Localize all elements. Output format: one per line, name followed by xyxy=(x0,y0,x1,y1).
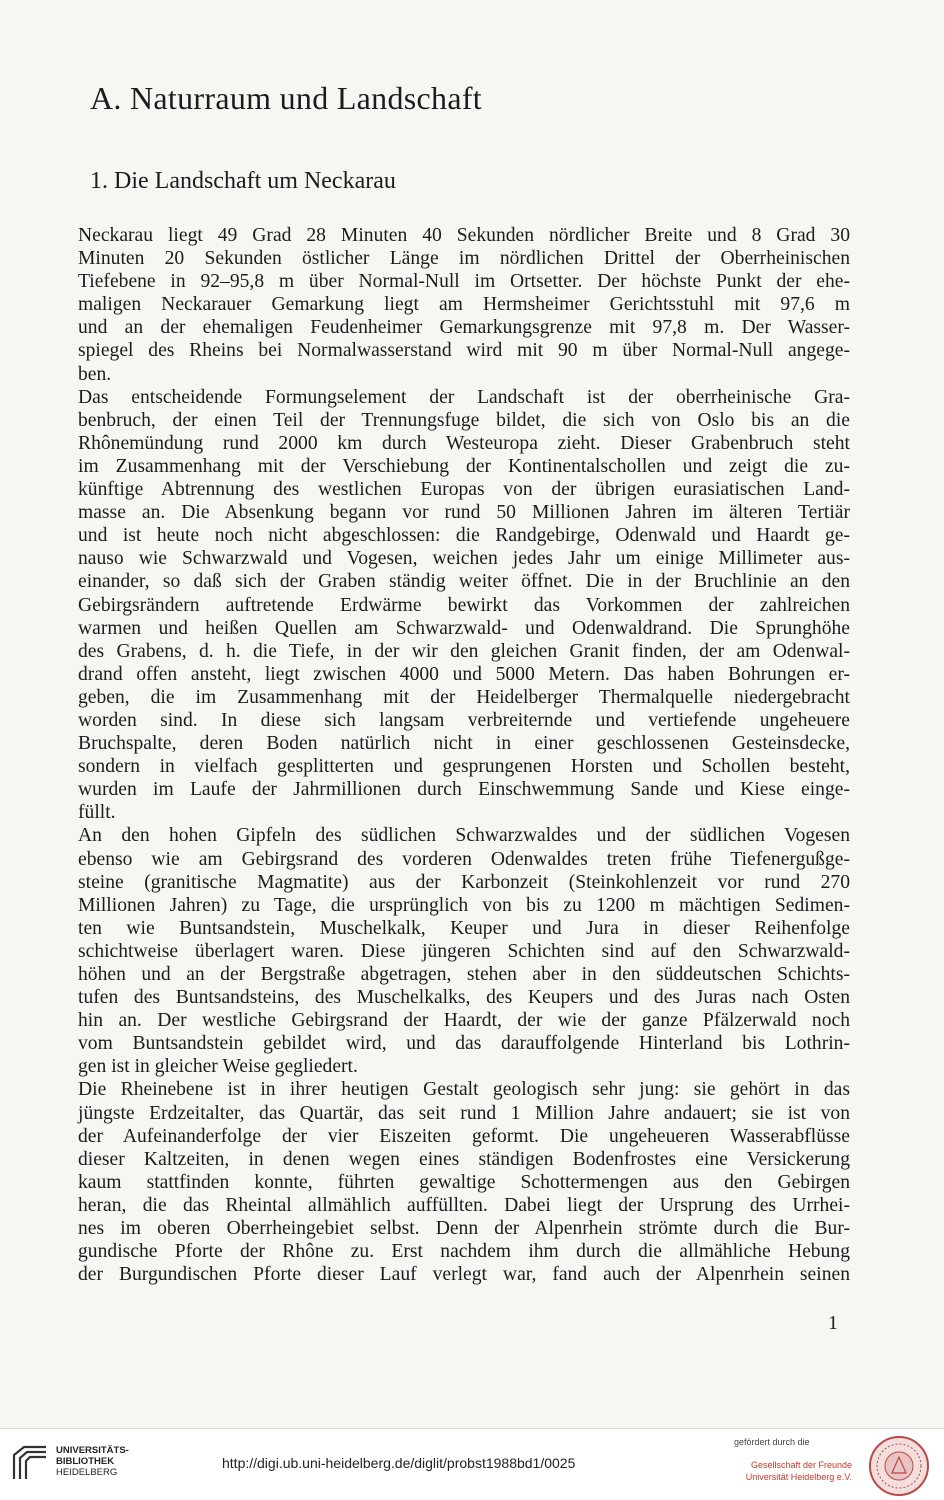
body-text xyxy=(78,224,850,1286)
library-name-line: HEIDELBERG xyxy=(56,1467,118,1478)
text-line: worden sind. In diese sich langsam verbreiternde und vertiefende ungeheuere xyxy=(78,709,850,731)
text-line: warmen und heißen Quellen am Schwarzwald- und Odenwaldrand. Die Sprunghöhe xyxy=(78,617,850,639)
text-line: steine (granitische Magmatite) aus der Karbonzeit (Steinkohlenzeit vor rund 270 xyxy=(78,871,850,893)
text-line: vom Buntsandstein gebildet wird, und das darauffolgende Hinterland bis Lothrin- xyxy=(78,1033,850,1055)
library-name-line: BIBLIOTHEK xyxy=(56,1456,115,1467)
text-line: Gebirgsrändern auftretende Erdwärme bewirkt das Vorkommen der zahlreichen xyxy=(78,594,850,616)
text-line: künftige Abtrennung des westlichen Europas von der übrigen eurasiatischen Land- xyxy=(78,479,850,501)
text-line: maligen Neckarauer Gemarkung liegt am Hermsheimer Gerichtsstuhl mit 97,6 m xyxy=(78,294,850,316)
text-line: einander, so daß sich der Graben ständig weiter öffnet. Die in der Bruchlinie an den xyxy=(78,571,850,593)
library-name-line: UNIVERSITÄTS- xyxy=(56,1445,129,1456)
text-line: höhen und an der Bergstraße abgetragen, stehen aber in den süddeutschen Schichts- xyxy=(78,964,850,985)
text-line: heran, die das Rheintal allmählich auffüllten. Dabei liegt der Ursprung des Urrhei- xyxy=(78,1194,850,1216)
text-line: Das entscheidende Formungselement der Landschaft ist der oberrheinische Gra- xyxy=(78,386,850,408)
text-line: im Zusammenhang mit der Verschiebung der Kontinentalschollen und zeigt die zu- xyxy=(78,455,850,477)
text-line: masse an. Die Absenkung begann vor rund 50 Millionen Jahren im älteren Tertiär xyxy=(78,502,850,524)
text-line: tufen des Buntsandsteins, des Muschelkalks, des Keupers und des Juras nach Osten xyxy=(78,987,850,1009)
chapter-title: A. Naturraum und Landschaft xyxy=(90,80,482,116)
text-line: jüngste Erdzeitalter, das Quartär, das seit rund 1 Million Jahre andauert; sie ist von xyxy=(78,1102,850,1124)
sponsor-name-line: Universität Heidelberg e.V. xyxy=(745,1472,852,1482)
text-line: An den hohen Gipfeln des südlichen Schwarzwaldes und der südlichen Vogesen xyxy=(78,825,850,847)
text-line: ebenso wie am Gebirgsrand des vorderen Odenwaldes treten frühe Tiefenergußge- xyxy=(78,848,850,870)
sponsor-name[interactable] xyxy=(730,1459,852,1483)
text-line: gen ist in gleicher Weise gegliedert. xyxy=(78,1056,358,1078)
text-line: schichtweise überlagert waren. Diese jüngeren Schichten sind auf den Schwarzwald- xyxy=(78,940,850,962)
text-line: kaum stattfinden konnte, führten gewaltige Schottermengen aus den Gebirgen xyxy=(78,1171,850,1193)
university-seal-icon[interactable] xyxy=(868,1435,930,1497)
text-line: geben, die im Zusammenhang mit der Heidelberger Thermalquelle niedergebracht xyxy=(78,686,850,708)
text-line: hin an. Der westliche Gebirgsrand der Haardt, der wie der ganze Pfälzerwald noch xyxy=(78,1010,850,1032)
text-line: nes im oberen Oberrheingebiet selbst. Denn der Alpenrhein strömte durch die Bur- xyxy=(78,1218,850,1240)
text-line: füllt. xyxy=(78,802,116,824)
page-number: 1 xyxy=(828,1312,838,1334)
text-line: dieser Kaltzeiten, in denen wegen eines ständigen Bodenfrostes eine Versickerung xyxy=(78,1148,850,1170)
text-line: und ist heute noch nicht abgeschlossen: die Randgebirge, Odenwald und Haardt ge- xyxy=(78,525,850,547)
section-title: 1. Die Landschaft um Neckarau xyxy=(90,168,396,194)
text-line: Neckarau liegt 49 Grad 28 Minuten 40 Sekunden nördlicher Breite und 8 Grad 30 xyxy=(78,225,850,246)
text-line: der Burgundischen Pforte dieser Lauf verlegt war, fand auch der Alpenrhein seinen xyxy=(78,1264,850,1286)
text-line: Minuten 20 Sekunden östlicher Länge im nördlichen Drittel der Oberrheinischen xyxy=(78,248,850,270)
sponsor-name-line: Gesellschaft der Freunde xyxy=(750,1460,852,1470)
text-line: ten wie Buntsandstein, Muschelkalk, Keuper und Jura in dieser Reihenfolge xyxy=(78,917,850,939)
document-url-link[interactable]: http://digi.ub.uni-heidelberg.de/diglit/probst1988bd1/0025 xyxy=(222,1455,576,1471)
text-line: und an der ehemaligen Feudenheimer Gemarkungsgrenze mit 97,8 m. Der Wasser- xyxy=(78,317,850,339)
text-line: gundische Pforte der Rhône zu. Erst nachdem ihm durch die allmähliche Hebung xyxy=(78,1241,850,1263)
library-name xyxy=(56,1445,129,1478)
text-line: des Grabens, d. h. die Tiefe, in der wir den gleichen Granit finden, der am Odenwal- xyxy=(78,640,850,662)
text-line: der Aufeinanderfolge der vier Eiszeiten geformt. Die ungeheueren Wasserabflüsse xyxy=(78,1125,850,1147)
sponsor-label: gefördert durch die xyxy=(734,1437,810,1447)
text-line: nauso wie Schwarzwald und Vogesen, weichen jedes Jahr um einige Millimeter aus- xyxy=(78,548,850,570)
text-line: ben. xyxy=(78,363,112,385)
text-line: wurden im Laufe der Jahrmillionen durch Einschwemmung Sande und Kiese einge- xyxy=(78,779,850,801)
text-line: Bruchspalte, deren Boden natürlich nicht in einer geschlossenen Gesteinsdecke, xyxy=(78,733,850,755)
text-line: Rhônemündung rund 2000 km durch Westeuropa zieht. Dieser Grabenbruch steht xyxy=(78,432,850,454)
text-line: Millionen Jahren) zu Tage, die ursprünglich von bis zu 1200 m mächtigen Sedimen- xyxy=(78,894,850,916)
text-line: Die Rheinebene ist in ihrer heutigen Gestalt geologisch sehr jung: sie gehört in das xyxy=(78,1079,850,1101)
text-line: drand offen ansteht, liegt zwischen 4000 und 5000 Metern. Das haben Bohrungen er- xyxy=(78,663,850,685)
text-line: benbruch, der einen Teil der Trennungsfuge bildet, die sich von Oslo bis an die xyxy=(78,409,850,431)
university-library-logo-icon[interactable] xyxy=(8,1441,52,1485)
text-line: Tiefebene in 92–95,8 m über Normal-Null im Ortsetter. Der höchste Punkt der ehe- xyxy=(78,271,850,293)
viewer-footer xyxy=(0,1428,944,1500)
text-line: sondern in vielfach gesplitterten und gesprungenen Horsten und Schollen besteht, xyxy=(78,756,850,778)
text-line: spiegel des Rheins bei Normalwasserstand wird mit 90 m über Normal-Null angege- xyxy=(78,340,850,362)
